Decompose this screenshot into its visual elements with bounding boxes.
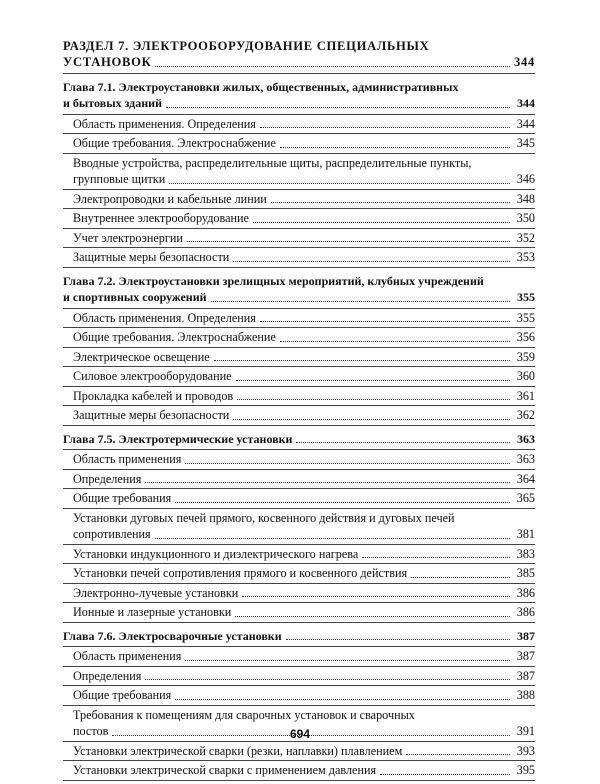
dot-leader — [185, 660, 510, 661]
section-title-line2: УСТАНОВОК — [63, 55, 152, 69]
item-row — [73, 191, 535, 208]
toc-chapter[interactable] — [63, 626, 535, 648]
item-row — [73, 368, 535, 385]
item-page: 388 — [516, 688, 535, 702]
item-page: 395 — [516, 763, 535, 777]
chapter-page: 363 — [517, 431, 535, 446]
toc-item[interactable] — [63, 229, 535, 249]
dot-leader — [233, 261, 510, 262]
toc-item[interactable] — [63, 742, 535, 762]
item-page: 393 — [516, 743, 535, 758]
item-page: 350 — [516, 211, 535, 225]
chapter-text-line1: Глава 7.1. Электроустановки жилых, общественных, административных — [63, 79, 459, 94]
toc-item[interactable] — [63, 115, 535, 135]
chapter-text-line2: и спортивных сооружений — [63, 290, 207, 304]
item-text-line2: постов — [73, 724, 109, 738]
item-row — [73, 604, 535, 621]
dot-leader — [406, 754, 510, 755]
item-text: Ионные и лазерные установки — [73, 605, 232, 619]
chapter-text-line2: и бытовых зданий — [63, 96, 162, 110]
item-page: 359 — [516, 349, 535, 364]
table-of-contents — [63, 38, 535, 784]
item-page: 360 — [516, 369, 535, 383]
item-page: 386 — [516, 585, 535, 600]
dot-leader — [155, 538, 510, 539]
item-text-line1: Вводные устройства, распределительные щиты, распределительные пункты, — [73, 155, 472, 170]
item-text-line2: групповые щитки — [73, 172, 166, 186]
dot-leader — [155, 66, 510, 67]
item-text-line1: Требования к помещениям для сварочных установок и сварочных — [73, 707, 415, 722]
item-page: 386 — [516, 605, 535, 619]
toc-item[interactable] — [63, 387, 535, 407]
item-page: 365 — [516, 491, 535, 505]
dot-leader — [242, 596, 510, 597]
item-page: 345 — [516, 136, 535, 150]
toc-item[interactable] — [63, 509, 535, 545]
item-row — [73, 116, 535, 133]
item-page: 362 — [516, 408, 535, 422]
item-text: Прокладка кабелей и проводов — [73, 388, 234, 403]
item-page: 361 — [516, 388, 535, 403]
chapter-text-line1: Глава 7.2. Электроустановки зрелищных мероприятий, клубных учреждений — [63, 273, 484, 288]
dot-leader — [214, 360, 510, 361]
item-text: Область применения. Определения — [73, 116, 256, 131]
dot-leader — [235, 616, 510, 617]
dot-leader — [185, 463, 510, 464]
item-row — [73, 388, 535, 405]
toc-chapter-items — [63, 450, 535, 623]
toc-item[interactable] — [63, 603, 535, 623]
toc-item[interactable] — [63, 367, 535, 387]
toc-item[interactable] — [63, 564, 535, 584]
toc-item[interactable] — [63, 248, 535, 268]
item-text: Общие требования. Электроснабжение — [73, 136, 276, 150]
dot-leader — [271, 202, 510, 203]
item-text-line2: сопротивления — [73, 527, 151, 541]
item-text: Определения — [73, 668, 142, 683]
item-row — [73, 249, 535, 266]
item-row — [73, 329, 535, 346]
chapter-page: 344 — [517, 96, 535, 110]
dot-leader — [280, 147, 510, 148]
item-text: Общие требования — [73, 688, 172, 702]
dot-leader — [175, 502, 510, 503]
item-page: 381 — [516, 527, 535, 541]
section-title-line1: РАЗДЕЛ 7. ЭЛЕКТРООБОРУДОВАНИЕ СПЕЦИАЛЬНЫХ — [63, 39, 430, 53]
item-row — [73, 451, 535, 468]
item-row — [73, 585, 535, 602]
dot-leader — [411, 577, 510, 578]
item-row — [73, 230, 535, 247]
item-text: Общие требования — [73, 491, 172, 505]
item-text: Область применения — [73, 649, 182, 663]
item-text: Установки электрической сварки (резки, наплавки) плавлением — [73, 743, 403, 758]
item-row — [73, 565, 535, 582]
chapter-row — [63, 95, 535, 112]
item-page: 348 — [516, 191, 535, 206]
toc-item[interactable] — [63, 348, 535, 368]
chapter-page: 355 — [517, 290, 535, 304]
item-row — [73, 210, 535, 227]
item-page: 346 — [516, 172, 535, 186]
chapter-text: Глава 7.5. Электротермические установки — [63, 431, 293, 446]
item-page: 352 — [516, 230, 535, 245]
section-heading[interactable] — [63, 38, 535, 74]
item-row — [73, 762, 535, 779]
item-page: 356 — [516, 330, 535, 344]
item-page: 355 — [516, 310, 535, 325]
item-page: 391 — [516, 724, 535, 738]
toc-chapter[interactable] — [63, 77, 535, 115]
item-text: Защитные меры безопасности — [73, 250, 230, 264]
item-text: Силовое электрооборудование — [73, 369, 232, 383]
item-text: Защитные меры безопасности — [73, 408, 230, 422]
item-row — [73, 546, 535, 563]
chapter-row — [63, 431, 535, 448]
item-page: 363 — [516, 452, 535, 466]
dot-leader — [260, 321, 510, 322]
toc-item[interactable] — [63, 154, 535, 190]
toc-item[interactable] — [63, 470, 535, 490]
toc-item[interactable] — [63, 489, 535, 509]
toc-item[interactable] — [63, 761, 535, 781]
item-text: Общие требования. Электроснабжение — [73, 330, 276, 344]
item-text: Установки индукционного и диэлектрического нагрева — [73, 546, 359, 561]
item-text: Определения — [73, 471, 142, 486]
item-row — [73, 668, 535, 685]
dot-leader — [166, 107, 510, 108]
item-page: 387 — [516, 649, 535, 663]
item-text: Учет электроэнергии — [73, 230, 183, 245]
toc-chapter-items — [63, 309, 535, 426]
page-number: 694 — [289, 727, 311, 741]
toc-chapter-items — [63, 115, 535, 268]
toc-item[interactable] — [63, 406, 535, 426]
item-row — [73, 471, 535, 488]
item-row — [73, 349, 535, 366]
toc-item[interactable] — [63, 328, 535, 348]
toc-item[interactable] — [63, 667, 535, 687]
toc-chapter[interactable] — [63, 271, 535, 309]
dot-leader — [211, 301, 510, 302]
item-row — [73, 135, 535, 152]
dot-leader — [233, 419, 510, 420]
dot-leader — [362, 557, 510, 558]
dot-leader — [286, 639, 510, 640]
dot-leader — [296, 442, 510, 443]
item-row — [73, 743, 535, 760]
toc-chapter[interactable] — [63, 429, 535, 451]
toc-item[interactable] — [63, 134, 535, 154]
item-row — [73, 310, 535, 327]
dot-leader — [237, 399, 510, 400]
toc-item[interactable] — [63, 450, 535, 470]
item-row — [73, 490, 535, 507]
item-text: Область применения — [73, 452, 182, 466]
item-row — [73, 526, 535, 543]
toc-item[interactable] — [63, 686, 535, 706]
item-page: 387 — [516, 668, 535, 683]
dot-leader — [145, 679, 510, 680]
item-text: Электронно-лучевые установки — [73, 585, 239, 600]
dot-leader — [280, 341, 510, 342]
chapter-page: 387 — [517, 628, 535, 643]
toc-chapter-items — [63, 647, 535, 781]
item-page: 385 — [516, 566, 535, 580]
item-text: Установки печей сопротивления прямого и косвенного действия — [73, 566, 408, 580]
toc-item[interactable] — [63, 545, 535, 565]
item-row — [73, 171, 535, 188]
item-row — [73, 687, 535, 704]
item-text: Внутреннее электрооборудование — [73, 211, 249, 225]
dot-leader — [236, 380, 510, 381]
toc-item[interactable] — [63, 190, 535, 210]
dot-leader — [169, 183, 510, 184]
dot-leader — [145, 482, 510, 483]
item-text: Электропроводки и кабельные линии — [73, 191, 267, 206]
toc-item[interactable] — [63, 309, 535, 329]
item-text-line1: Установки дуговых печей прямого, косвенного действия и дуговых печей — [73, 510, 455, 525]
toc-item[interactable] — [63, 584, 535, 604]
section-page: 344 — [514, 55, 535, 69]
dot-leader — [175, 699, 510, 700]
item-text: Электрическое освещение — [73, 349, 210, 364]
chapter-row — [63, 289, 535, 306]
dot-leader — [380, 774, 510, 775]
item-text: Область применения. Определения — [73, 310, 256, 325]
item-row — [73, 648, 535, 665]
item-page: 383 — [516, 546, 535, 561]
chapter-text: Глава 7.6. Электросварочные установки — [63, 628, 282, 643]
dot-leader — [187, 241, 510, 242]
item-text: Установки электрической сварки с применением давления — [73, 763, 377, 777]
toc-item[interactable] — [63, 209, 535, 229]
dot-leader — [253, 222, 510, 223]
item-row — [73, 407, 535, 424]
item-page: 344 — [516, 116, 535, 131]
item-page: 353 — [516, 250, 535, 264]
item-page: 364 — [516, 471, 535, 486]
chapter-row — [63, 628, 535, 645]
dot-leader — [260, 127, 510, 128]
toc-item[interactable] — [63, 647, 535, 667]
